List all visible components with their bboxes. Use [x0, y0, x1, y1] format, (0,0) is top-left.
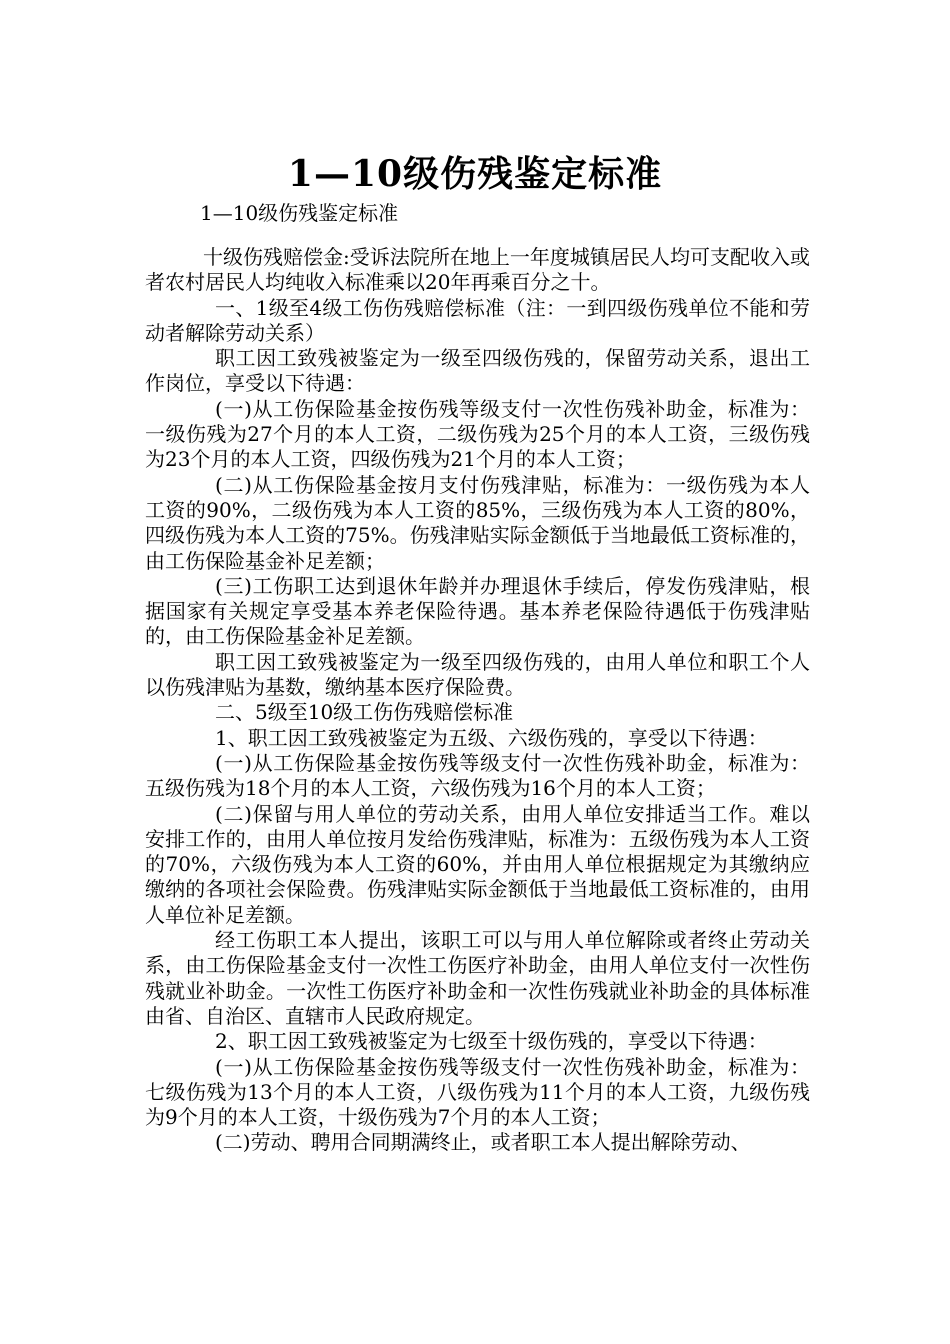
paragraph-5-6-item-1: (一)从工伤保险基金按伤残等级支付一次性伤残补助金，标准为：五级伤残为18个月的本人工资，六级伤残为16个月的本人工资；	[145, 750, 810, 801]
section-heading-5-10: 二、5级至10级工伤伤残赔偿标准	[215, 700, 514, 725]
paragraph-7-10-intro: 2、职工因工致残被鉴定为七级至十级伤残的，享受以下待遇：	[215, 1029, 768, 1054]
paragraph-compensation-intro: 十级伤残赔偿金:受诉法院所在地上一年度城镇居民人均可支配收入或者农村居民人均纯收入标准乘以20年再乘百分之十。	[145, 245, 810, 295]
paragraph-5-6-termination: 经工伤职工本人提出，该职工可以与用人单位解除或者终止劳动关系，由工伤保险基金支付一次性工伤医疗补助金，由用人单位支付一次性伤残就业补助金。一次性工伤医疗补助金和一次性伤残就业补助金的具体标准由省、自治区、直辖市人民政府规定。	[145, 928, 810, 1028]
document-title: 1—10级伤残鉴定标准	[287, 153, 663, 196]
paragraph-1-4-item-2: (二)从工伤保险基金按月支付伤残津贴，标准为：一级伤残为本人工资的90%，二级伤残为本人工资的85%，三级伤残为本人工资的80%，四级伤残为本人工资的75%。伤残津贴实际金额低于当地最低工资标准的，由工伤保险基金补足差额；	[145, 472, 810, 573]
paragraph-5-6-item-2: (二)保留与用人单位的劳动关系，由用人单位安排适当工作。难以安排工作的，由用人单位按月发给伤残津贴，标准为：五级伤残为本人工资的70%，六级伤残为本人工资的60%，并由用人单位根据规定为其缴纳应缴纳的各项社会保险费。伤残津贴实际金额低于当地最低工资标准的，由用人单位补足差额。	[145, 801, 810, 927]
section-heading-1-4: 一、1级至4级工伤伤残赔偿标准（注：一到四级伤残单位不能和劳动者解除劳动关系）	[145, 295, 810, 345]
paragraph-1-4-item-1: (一)从工伤保险基金按伤残等级支付一次性伤残补助金，标准为：一级伤残为27个月的本人工资，二级伤残为25个月的本人工资，三级伤残为23个月的本人工资，四级伤残为21个月的本人工资；	[145, 396, 810, 472]
paragraph-1-4-intro: 职工因工致残被鉴定为一级至四级伤残的，保留劳动关系，退出工作岗位，享受以下待遇：	[145, 346, 810, 396]
paragraph-1-4-medical: 职工因工致残被鉴定为一级至四级伤残的，由用人单位和职工个人以伤残津贴为基数，缴纳基本医疗保险费。	[145, 649, 810, 700]
paragraph-7-10-item-2: (二)劳动、聘用合同期满终止，或者职工本人提出解除劳动、	[215, 1130, 751, 1155]
paragraph-1-4-item-3: (三)工伤职工达到退休年龄并办理退休手续后，停发伤残津贴，根据国家有关规定享受基本养老保险待遇。基本养老保险待遇低于伤残津贴的，由工伤保险基金补足差额。	[145, 573, 810, 649]
paragraph-7-10-item-1: (一)从工伤保险基金按伤残等级支付一次性伤残补助金，标准为：七级伤残为13个月的本人工资，八级伤残为11个月的本人工资，九级伤残为9个月的本人工资，十级伤残为7个月的本人工资；	[145, 1054, 810, 1130]
document-body	[145, 245, 810, 1156]
document-subtitle: 1—10级伤残鉴定标准	[200, 201, 399, 225]
paragraph-5-6-intro: 1、职工因工致残被鉴定为五级、六级伤残的，享受以下待遇：	[215, 725, 768, 750]
